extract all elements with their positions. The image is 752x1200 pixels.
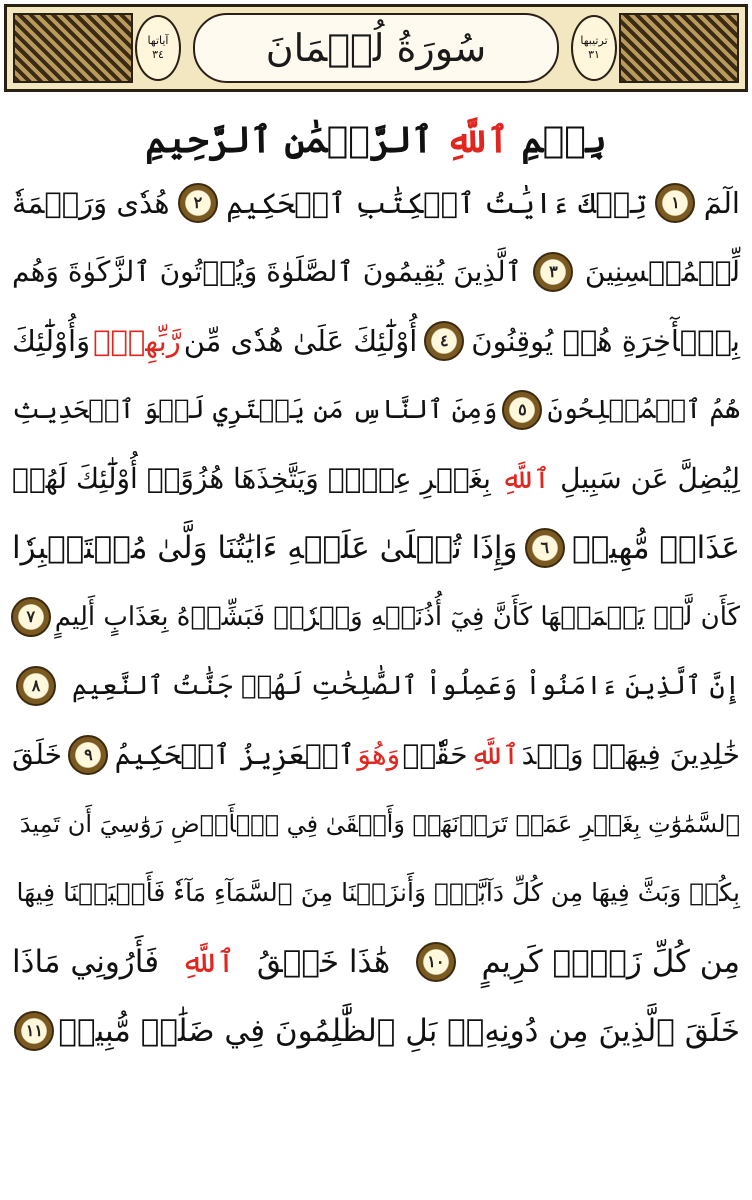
verse-number-marker: ١١ <box>14 1011 54 1051</box>
basmala-part-3: ٱلرَّحۡمَٰنِ ٱلرَّحِيمِ <box>145 119 433 161</box>
verse-count-medallion <box>135 15 181 81</box>
text-line <box>12 168 740 237</box>
text-line <box>12 444 740 513</box>
verse-text: هُمُ ٱلۡمُفۡلِحُونَ <box>547 394 740 425</box>
surah-order-medallion <box>571 15 617 81</box>
verse-number-marker: ٧ <box>11 597 51 637</box>
text-line <box>12 375 740 444</box>
verse-text: خَٰلِدِينَ فِيهَاۖ وَعۡدَ <box>521 738 740 771</box>
text-line <box>12 927 740 996</box>
quran-text <box>12 168 740 1065</box>
divine-name-text: رَّبِّهِمۡۖ <box>93 323 181 358</box>
divine-name-text: ٱللَّهِ <box>180 943 236 980</box>
verse-number-marker: ٢ <box>178 183 218 223</box>
text-line <box>12 651 740 720</box>
verse-text: ٱلۡعَزِيزُ ٱلۡحَكِيمُ <box>114 738 355 771</box>
verse-number-marker: ٤ <box>424 321 464 361</box>
verse-text: خَلَقَ <box>12 738 62 771</box>
text-line <box>12 996 740 1065</box>
verse-text: عَذَابٞ مُّهِينٞ <box>572 529 740 566</box>
divine-name-text: وَهُوَ <box>357 738 401 771</box>
text-line <box>12 789 740 858</box>
basmala-divine-name: ٱللَّهِ <box>445 119 509 161</box>
verse-text: فَأَرُونِي مَاذَا <box>12 943 160 980</box>
verse-text: حَقّٗاۚ <box>402 738 468 771</box>
divine-name-text: ٱللَّهِ <box>500 462 551 495</box>
text-line <box>12 858 740 927</box>
verse-count-label: آياتها <box>147 34 169 47</box>
surah-title: سُورَةُ لُقۡمَانَ <box>265 26 487 70</box>
text-line <box>12 237 740 306</box>
verse-number-marker: ١٠ <box>416 942 456 982</box>
verse-text: لِّلۡمُحۡسِنِينَ <box>584 255 740 288</box>
verse-text: وَمِنَ ٱلنَّاسِ مَن يَشۡتَرِي لَهۡوَ ٱلۡحَدِيثِ <box>12 394 498 425</box>
verse-text: إِنَّ ٱلَّذِينَ ءَامَنُواْ وَعَمِلُواْ ٱلصَّٰلِحَٰتِ لَهُمۡ جَنَّٰتُ ٱلنَّعِيمِ <box>72 670 740 701</box>
verse-number-marker: ٨ <box>16 666 56 706</box>
verse-text: هُدٗى وَرَحۡمَةٗ <box>12 185 170 220</box>
verse-text: ٱلَّذِينَ يُقِيمُونَ ٱلصَّلَوٰةَ وَيُؤۡتُونَ ٱلزَّكَوٰةَ وَهُم <box>12 255 523 288</box>
surah-header <box>4 4 748 92</box>
header-ornament-left <box>13 13 133 83</box>
basmala <box>0 110 752 170</box>
verse-text: ٱلسَّمَٰوَٰتِ بِغَيۡرِ عَمَدٖ تَرَوۡنَهَاۖ وَأَلۡقَىٰ فِي ٱلۡأَرۡضِ رَوَٰسِيَ أَن تَمِيدَ <box>19 809 740 838</box>
verse-number-marker: ٦ <box>525 528 565 568</box>
verse-text: هَٰذَا خَلۡقُ <box>256 943 391 980</box>
text-line <box>12 720 740 789</box>
verse-text: تِلۡكَ ءَايَٰتُ ٱلۡكِتَٰبِ ٱلۡحَكِيمِ <box>226 185 648 220</box>
verse-text: بِٱلۡأٓخِرَةِ هُمۡ يُوقِنُونَ <box>471 323 740 358</box>
surah-order-label: ترتيبها <box>580 34 608 47</box>
verse-number-marker: ٥ <box>502 390 542 430</box>
verse-text: بِكُمۡ وَبَثَّ فِيهَا مِن كُلِّ دَآبَّةٖۚ وَأَنزَلۡنَا مِنَ ٱلسَّمَآءِ مَآءٗ فَأَنۢبَتۡنَا فِيهَا <box>16 878 740 907</box>
verse-text: أُوْلَٰٓئِكَ عَلَىٰ هُدٗى مِّن <box>183 323 418 358</box>
verse-text: بِغَيۡرِ عِلۡمٖ وَيَتَّخِذَهَا هُزُوًاۚ أُوْلَٰٓئِكَ لَهُمۡ <box>12 462 491 495</box>
verse-text: وَإِذَا تُتۡلَىٰ عَلَيۡهِ ءَايَٰتُنَا وَلَّىٰ مُسۡتَكۡبِرٗا <box>12 529 518 566</box>
verse-text: كَأَن لَّمۡ يَسۡمَعۡهَا كَأَنَّ فِيٓ أُذُنَيۡهِ وَقۡرٗاۖ فَبَشِّرۡهُ بِعَذَابٍ أَلِيمٍ <box>54 601 740 632</box>
verse-text: لِيُضِلَّ عَن سَبِيلِ <box>560 462 740 495</box>
verse-number-marker: ١ <box>655 183 695 223</box>
divine-name-text: ٱللَّهِ <box>470 738 520 771</box>
verse-number-marker: ٩ <box>68 735 108 775</box>
verse-text: خَلَقَ ٱلَّذِينَ مِن دُونِهِۦۚ بَلِ ٱلظَّٰلِمُونَ فِي ضَلَٰلٖ مُّبِينٖ <box>58 1012 740 1049</box>
text-line <box>12 513 740 582</box>
verse-count-number: ٣٤ <box>152 48 164 61</box>
verse-text: وَأُوْلَٰٓئِكَ <box>12 323 91 358</box>
verse-text: مِن كُلِّ زَوۡجٖ كَرِيمٍ <box>481 943 740 980</box>
surah-title-cartouche <box>193 13 559 83</box>
surah-order-number: ٣١ <box>588 48 600 61</box>
verse-text: الٓمٓ <box>703 185 740 220</box>
basmala-part-1: بِسۡمِ <box>521 119 607 161</box>
verse-number-marker: ٣ <box>533 252 573 292</box>
header-ornament-right <box>619 13 739 83</box>
text-line <box>12 582 740 651</box>
text-line <box>12 306 740 375</box>
